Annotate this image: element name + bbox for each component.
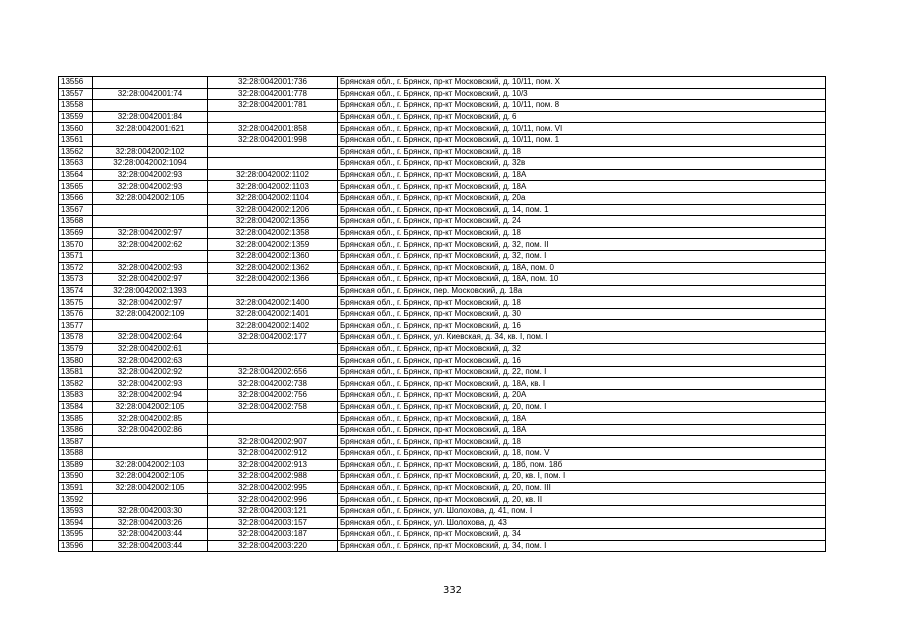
land-cadastral-number-cell: 32:28:0042002:62 xyxy=(93,239,208,251)
object-cadastral-number-cell: 32:28:0042003:121 xyxy=(208,505,338,517)
table-row xyxy=(59,424,826,436)
land-cadastral-number-cell: 32:28:0042003:26 xyxy=(93,517,208,529)
row-number-cell: 13595 xyxy=(59,529,93,541)
land-cadastral-number-cell xyxy=(93,448,208,460)
address-cell: Брянская обл., г. Брянск, пр-кт Московский, д. 18 xyxy=(338,146,826,158)
land-cadastral-number-cell: 32:28:0042002:92 xyxy=(93,366,208,378)
land-cadastral-number-cell: 32:28:0042002:1094 xyxy=(93,158,208,170)
land-cadastral-number-cell: 32:28:0042002:97 xyxy=(93,297,208,309)
table-row xyxy=(59,216,826,228)
table-row xyxy=(59,297,826,309)
land-cadastral-number-cell: 32:28:0042002:97 xyxy=(93,274,208,286)
row-number-cell: 13585 xyxy=(59,413,93,425)
address-cell: Брянская обл., г. Брянск, пр-кт Московский, д. 34 xyxy=(338,529,826,541)
object-cadastral-number-cell: 32:28:0042002:1104 xyxy=(208,192,338,204)
table-row xyxy=(59,100,826,112)
row-number-cell: 13587 xyxy=(59,436,93,448)
address-cell: Брянская обл., г. Брянск, пер. Московский, д. 18а xyxy=(338,285,826,297)
object-cadastral-number-cell: 32:28:0042002:177 xyxy=(208,332,338,344)
land-cadastral-number-cell: 32:28:0042002:105 xyxy=(93,482,208,494)
row-number-cell: 13594 xyxy=(59,517,93,529)
address-cell: Брянская обл., г. Брянск, пр-кт Московский, д. 18, пом. V xyxy=(338,448,826,460)
row-number-cell: 13593 xyxy=(59,505,93,517)
land-cadastral-number-cell: 32:28:0042002:93 xyxy=(93,181,208,193)
object-cadastral-number-cell xyxy=(208,424,338,436)
object-cadastral-number-cell: 32:28:0042002:758 xyxy=(208,401,338,413)
object-cadastral-number-cell xyxy=(208,355,338,367)
address-cell: Брянская обл., г. Брянск, пр-кт Московский, д. 18А xyxy=(338,181,826,193)
land-cadastral-number-cell: 32:28:0042002:93 xyxy=(93,378,208,390)
table-row xyxy=(59,308,826,320)
land-cadastral-number-cell: 32:28:0042002:63 xyxy=(93,355,208,367)
address-cell: Брянская обл., г. Брянск, пр-кт Московский, д. 20, кв. II xyxy=(338,494,826,506)
table-row xyxy=(59,436,826,448)
address-cell: Брянская обл., г. Брянск, пр-кт Московский, д. 18 xyxy=(338,436,826,448)
land-cadastral-number-cell: 32:28:0042002:93 xyxy=(93,262,208,274)
row-number-cell: 13570 xyxy=(59,239,93,251)
table-row xyxy=(59,482,826,494)
land-cadastral-number-cell: 32:28:0042002:105 xyxy=(93,401,208,413)
land-cadastral-number-cell xyxy=(93,77,208,89)
land-cadastral-number-cell xyxy=(93,204,208,216)
object-cadastral-number-cell xyxy=(208,146,338,158)
table-row xyxy=(59,204,826,216)
row-number-cell: 13588 xyxy=(59,448,93,460)
object-cadastral-number-cell: 32:28:0042002:1402 xyxy=(208,320,338,332)
row-number-cell: 13567 xyxy=(59,204,93,216)
address-cell: Брянская обл., г. Брянск, пр-кт Московский, д. 18А, кв. I xyxy=(338,378,826,390)
object-cadastral-number-cell: 32:28:0042001:736 xyxy=(208,77,338,89)
table-row xyxy=(59,169,826,181)
object-cadastral-number-cell: 32:28:0042002:1356 xyxy=(208,216,338,228)
row-number-cell: 13579 xyxy=(59,343,93,355)
land-cadastral-number-cell: 32:28:0042002:109 xyxy=(93,308,208,320)
address-cell: Брянская обл., г. Брянск, пр-кт Московский, д. 18А, пом. 10 xyxy=(338,274,826,286)
row-number-cell: 13586 xyxy=(59,424,93,436)
table-row xyxy=(59,529,826,541)
address-cell: Брянская обл., г. Брянск, пр-кт Московский, д. 32, пом. I xyxy=(338,250,826,262)
object-cadastral-number-cell: 32:28:0042001:781 xyxy=(208,100,338,112)
table-row xyxy=(59,134,826,146)
land-cadastral-number-cell xyxy=(93,250,208,262)
row-number-cell: 13577 xyxy=(59,320,93,332)
land-cadastral-number-cell xyxy=(93,320,208,332)
row-number-cell: 13582 xyxy=(59,378,93,390)
address-cell: Брянская обл., г. Брянск, пр-кт Московский, д. 18А, пом. 0 xyxy=(338,262,826,274)
registry-table xyxy=(58,76,826,552)
address-cell: Брянская обл., г. Брянск, пр-кт Московский, д. 32в xyxy=(338,158,826,170)
table-row xyxy=(59,77,826,89)
object-cadastral-number-cell: 32:28:0042002:1366 xyxy=(208,274,338,286)
land-cadastral-number-cell: 32:28:0042001:621 xyxy=(93,123,208,135)
address-cell: Брянская обл., г. Брянск, пр-кт Московский, д. 24 xyxy=(338,216,826,228)
object-cadastral-number-cell: 32:28:0042002:1360 xyxy=(208,250,338,262)
address-cell: Брянская обл., г. Брянск, пр-кт Московский, д. 20, кв. I, пом. I xyxy=(338,471,826,483)
object-cadastral-number-cell: 32:28:0042002:995 xyxy=(208,482,338,494)
land-cadastral-number-cell xyxy=(93,436,208,448)
row-number-cell: 13575 xyxy=(59,297,93,309)
land-cadastral-number-cell: 32:28:0042002:64 xyxy=(93,332,208,344)
row-number-cell: 13596 xyxy=(59,540,93,552)
table-row xyxy=(59,540,826,552)
registry-table-body xyxy=(59,77,826,552)
address-cell: Брянская обл., г. Брянск, пр-кт Московский, д. 30 xyxy=(338,308,826,320)
table-row xyxy=(59,413,826,425)
address-cell: Брянская обл., г. Брянск, пр-кт Московский, д. 18 xyxy=(338,227,826,239)
object-cadastral-number-cell: 32:28:0042002:1400 xyxy=(208,297,338,309)
row-number-cell: 13563 xyxy=(59,158,93,170)
object-cadastral-number-cell: 32:28:0042002:1358 xyxy=(208,227,338,239)
land-cadastral-number-cell: 32:28:0042002:61 xyxy=(93,343,208,355)
address-cell: Брянская обл., г. Брянск, пр-кт Московский, д. 20а xyxy=(338,192,826,204)
object-cadastral-number-cell: 32:28:0042002:1103 xyxy=(208,181,338,193)
object-cadastral-number-cell: 32:28:0042002:988 xyxy=(208,471,338,483)
land-cadastral-number-cell: 32:28:0042002:86 xyxy=(93,424,208,436)
table-row xyxy=(59,355,826,367)
table-row xyxy=(59,471,826,483)
object-cadastral-number-cell: 32:28:0042001:998 xyxy=(208,134,338,146)
row-number-cell: 13560 xyxy=(59,123,93,135)
row-number-cell: 13580 xyxy=(59,355,93,367)
row-number-cell: 13572 xyxy=(59,262,93,274)
address-cell: Брянская обл., г. Брянск, пр-кт Московский, д. 18б, пом. 18б xyxy=(338,459,826,471)
address-cell: Брянская обл., г. Брянск, пр-кт Московский, д. 16 xyxy=(338,355,826,367)
address-cell: Брянская обл., г. Брянск, пр-кт Московский, д. 32, пом. II xyxy=(338,239,826,251)
table-row xyxy=(59,111,826,123)
object-cadastral-number-cell: 32:28:0042002:756 xyxy=(208,390,338,402)
table-row xyxy=(59,332,826,344)
table-row xyxy=(59,146,826,158)
object-cadastral-number-cell: 32:28:0042002:1206 xyxy=(208,204,338,216)
row-number-cell: 13584 xyxy=(59,401,93,413)
table-row xyxy=(59,250,826,262)
table-row xyxy=(59,192,826,204)
object-cadastral-number-cell: 32:28:0042003:157 xyxy=(208,517,338,529)
address-cell: Брянская обл., г. Брянск, пр-кт Московский, д. 10/11, пом. VI xyxy=(338,123,826,135)
address-cell: Брянская обл., г. Брянск, пр-кт Московский, д. 32 xyxy=(338,343,826,355)
table-row xyxy=(59,505,826,517)
row-number-cell: 13576 xyxy=(59,308,93,320)
object-cadastral-number-cell xyxy=(208,343,338,355)
table-row xyxy=(59,181,826,193)
object-cadastral-number-cell: 32:28:0042002:907 xyxy=(208,436,338,448)
address-cell: Брянская обл., г. Брянск, пр-кт Московский, д. 10/11, пом. 8 xyxy=(338,100,826,112)
table-row xyxy=(59,494,826,506)
object-cadastral-number-cell: 32:28:0042002:912 xyxy=(208,448,338,460)
row-number-cell: 13564 xyxy=(59,169,93,181)
address-cell: Брянская обл., г. Брянск, пр-кт Московский, д. 16 xyxy=(338,320,826,332)
row-number-cell: 13574 xyxy=(59,285,93,297)
land-cadastral-number-cell: 32:28:0042002:105 xyxy=(93,192,208,204)
table-row xyxy=(59,285,826,297)
row-number-cell: 13578 xyxy=(59,332,93,344)
table-row xyxy=(59,158,826,170)
land-cadastral-number-cell: 32:28:0042002:102 xyxy=(93,146,208,158)
table-row xyxy=(59,517,826,529)
table-row xyxy=(59,262,826,274)
object-cadastral-number-cell: 32:28:0042003:187 xyxy=(208,529,338,541)
page-number: 332 xyxy=(442,585,463,596)
row-number-cell: 13592 xyxy=(59,494,93,506)
land-cadastral-number-cell xyxy=(93,494,208,506)
address-cell: Брянская обл., г. Брянск, пр-кт Московский, д. 10/11, пом. 1 xyxy=(338,134,826,146)
table-row xyxy=(59,274,826,286)
object-cadastral-number-cell: 32:28:0042002:738 xyxy=(208,378,338,390)
object-cadastral-number-cell: 32:28:0042002:1401 xyxy=(208,308,338,320)
object-cadastral-number-cell: 32:28:0042002:1359 xyxy=(208,239,338,251)
address-cell: Брянская обл., г. Брянск, пр-кт Московский, д. 14, пом. 1 xyxy=(338,204,826,216)
table-row xyxy=(59,227,826,239)
land-cadastral-number-cell: 32:28:0042002:94 xyxy=(93,390,208,402)
row-number-cell: 13558 xyxy=(59,100,93,112)
row-number-cell: 13557 xyxy=(59,88,93,100)
row-number-cell: 13591 xyxy=(59,482,93,494)
address-cell: Брянская обл., г. Брянск, пр-кт Московский, д. 20А xyxy=(338,390,826,402)
row-number-cell: 13573 xyxy=(59,274,93,286)
land-cadastral-number-cell: 32:28:0042002:1393 xyxy=(93,285,208,297)
address-cell: Брянская обл., г. Брянск, пр-кт Московский, д. 20, пом. III xyxy=(338,482,826,494)
land-cadastral-number-cell: 32:28:0042001:74 xyxy=(93,88,208,100)
land-cadastral-number-cell xyxy=(93,216,208,228)
object-cadastral-number-cell: 32:28:0042001:778 xyxy=(208,88,338,100)
object-cadastral-number-cell: 32:28:0042002:996 xyxy=(208,494,338,506)
table-row xyxy=(59,390,826,402)
land-cadastral-number-cell: 32:28:0042002:103 xyxy=(93,459,208,471)
address-cell: Брянская обл., г. Брянск, пр-кт Московский, д. 34, пом. I xyxy=(338,540,826,552)
table-row xyxy=(59,366,826,378)
row-number-cell: 13590 xyxy=(59,471,93,483)
land-cadastral-number-cell: 32:28:0042002:105 xyxy=(93,471,208,483)
object-cadastral-number-cell xyxy=(208,111,338,123)
table-row xyxy=(59,123,826,135)
row-number-cell: 13571 xyxy=(59,250,93,262)
address-cell: Брянская обл., г. Брянск, ул. Киевская, д. 34, кв. I, пом. I xyxy=(338,332,826,344)
table-row xyxy=(59,320,826,332)
table-row xyxy=(59,343,826,355)
table-row xyxy=(59,459,826,471)
table-row xyxy=(59,401,826,413)
address-cell: Брянская обл., г. Брянск, пр-кт Московский, д. 6 xyxy=(338,111,826,123)
address-cell: Брянская обл., г. Брянск, пр-кт Московский, д. 18А xyxy=(338,169,826,181)
table-row xyxy=(59,239,826,251)
object-cadastral-number-cell: 32:28:0042002:1362 xyxy=(208,262,338,274)
address-cell: Брянская обл., г. Брянск, пр-кт Московский, д. 10/11, пом. X xyxy=(338,77,826,89)
object-cadastral-number-cell: 32:28:0042002:913 xyxy=(208,459,338,471)
row-number-cell: 13568 xyxy=(59,216,93,228)
address-cell: Брянская обл., г. Брянск, ул. Шолохова, д. 43 xyxy=(338,517,826,529)
land-cadastral-number-cell: 32:28:0042002:85 xyxy=(93,413,208,425)
object-cadastral-number-cell xyxy=(208,413,338,425)
land-cadastral-number-cell: 32:28:0042001:84 xyxy=(93,111,208,123)
address-cell: Брянская обл., г. Брянск, пр-кт Московский, д. 18А xyxy=(338,424,826,436)
land-cadastral-number-cell xyxy=(93,134,208,146)
land-cadastral-number-cell: 32:28:0042002:97 xyxy=(93,227,208,239)
address-cell: Брянская обл., г. Брянск, пр-кт Московский, д. 22, пом. I xyxy=(338,366,826,378)
object-cadastral-number-cell xyxy=(208,285,338,297)
row-number-cell: 13589 xyxy=(59,459,93,471)
address-cell: Брянская обл., г. Брянск, ул. Шолохова, д. 41, пом. I xyxy=(338,505,826,517)
object-cadastral-number-cell: 32:28:0042003:220 xyxy=(208,540,338,552)
object-cadastral-number-cell: 32:28:0042001:858 xyxy=(208,123,338,135)
table-row xyxy=(59,378,826,390)
row-number-cell: 13562 xyxy=(59,146,93,158)
object-cadastral-number-cell: 32:28:0042002:1102 xyxy=(208,169,338,181)
row-number-cell: 13566 xyxy=(59,192,93,204)
row-number-cell: 13561 xyxy=(59,134,93,146)
address-cell: Брянская обл., г. Брянск, пр-кт Московский, д. 20, пом. I xyxy=(338,401,826,413)
row-number-cell: 13565 xyxy=(59,181,93,193)
land-cadastral-number-cell xyxy=(93,100,208,112)
table-row xyxy=(59,88,826,100)
land-cadastral-number-cell: 32:28:0042003:44 xyxy=(93,540,208,552)
land-cadastral-number-cell: 32:28:0042002:93 xyxy=(93,169,208,181)
address-cell: Брянская обл., г. Брянск, пр-кт Московский, д. 18А xyxy=(338,413,826,425)
object-cadastral-number-cell xyxy=(208,158,338,170)
row-number-cell: 13581 xyxy=(59,366,93,378)
row-number-cell: 13569 xyxy=(59,227,93,239)
land-cadastral-number-cell: 32:28:0042003:44 xyxy=(93,529,208,541)
row-number-cell: 13559 xyxy=(59,111,93,123)
row-number-cell: 13556 xyxy=(59,77,93,89)
address-cell: Брянская обл., г. Брянск, пр-кт Московский, д. 10/3 xyxy=(338,88,826,100)
object-cadastral-number-cell: 32:28:0042002:656 xyxy=(208,366,338,378)
land-cadastral-number-cell: 32:28:0042003:30 xyxy=(93,505,208,517)
row-number-cell: 13583 xyxy=(59,390,93,402)
address-cell: Брянская обл., г. Брянск, пр-кт Московский, д. 18 xyxy=(338,297,826,309)
table-row xyxy=(59,448,826,460)
